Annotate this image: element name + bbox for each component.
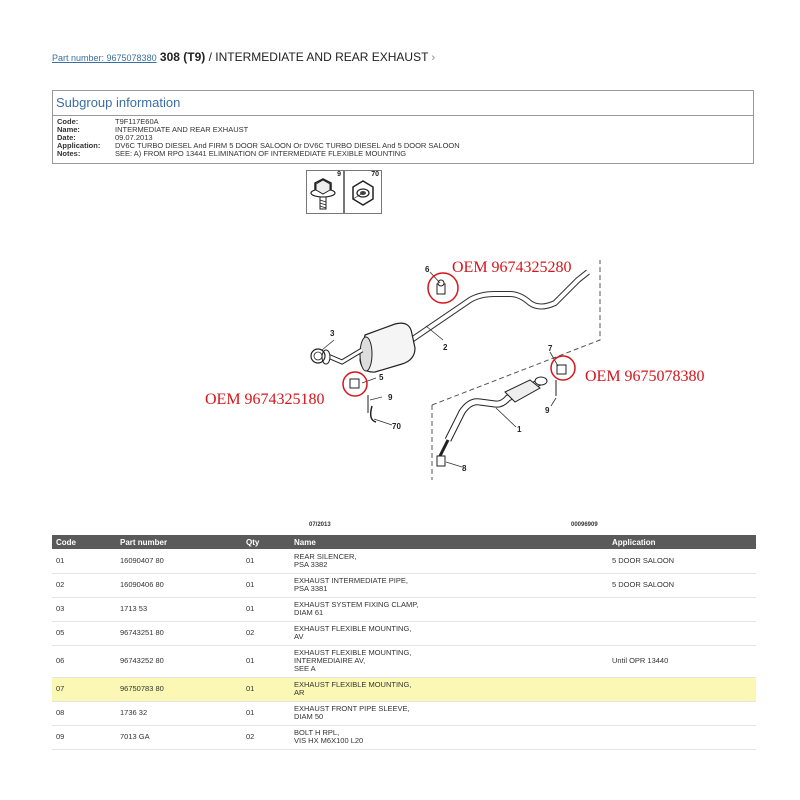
cell-qty: 01 [242, 573, 290, 597]
name-line: EXHAUST SYSTEM FIXING CLAMP, [294, 600, 419, 609]
callout-9: 9 [388, 393, 393, 402]
info-key: Date: [57, 133, 76, 142]
cell-qty: 02 [242, 621, 290, 645]
callout-5: 5 [379, 373, 384, 382]
name-line: SEE A [294, 664, 316, 673]
info-key: Notes: [57, 149, 81, 158]
cell-application: 5 DOOR SALOON [608, 549, 756, 573]
part-6-flexible-mounting[interactable] [437, 280, 445, 294]
cell-code: 03 [52, 597, 116, 621]
col-part-number[interactable]: Part number [116, 535, 242, 549]
part-1-rear-silencer[interactable] [440, 377, 547, 456]
cell-name [290, 597, 608, 621]
parts-table [52, 535, 756, 750]
cell-qty: 01 [242, 701, 290, 725]
cell-code: 06 [52, 645, 116, 677]
cell-application [608, 621, 756, 645]
col-qty[interactable]: Qty [242, 535, 290, 549]
diagram-date-label: 07/2013 [309, 522, 331, 528]
table-row[interactable] [52, 725, 756, 749]
info-value: DV6C TURBO DIESEL And FIRM 5 DOOR SALOON Or DV6C TURBO DIESEL And 5 DOOR SALOON [115, 141, 460, 150]
cell-code: 01 [52, 549, 116, 573]
name-line: REAR SILENCER, [294, 551, 357, 561]
cell-qty: 01 [242, 549, 290, 573]
chevron-right-icon: › [431, 52, 436, 64]
cell-name [290, 573, 608, 597]
callout-70: 70 [392, 422, 401, 431]
name-line: AV [294, 632, 304, 641]
part-5-flexible-mounting[interactable] [350, 379, 359, 388]
name-line: EXHAUST FLEXIBLE MOUNTING, [294, 624, 412, 633]
table-row[interactable] [52, 573, 756, 597]
cell-application: Until OPR 13440 [608, 645, 756, 677]
info-value: 09.07.2013 [115, 133, 153, 142]
callout-3: 3 [330, 329, 335, 338]
cell-qty: 02 [242, 725, 290, 749]
name-line: VIS HX M6X100 L20 [294, 736, 364, 745]
cell-qty: 01 [242, 597, 290, 621]
cell-qty: 01 [242, 677, 290, 701]
table-header-row [52, 535, 756, 549]
name-line: AR [294, 688, 305, 697]
cell-name [290, 701, 608, 725]
info-value: T9F117E60A [115, 117, 159, 126]
cell-code: 07 [52, 677, 116, 701]
name-line: PSA 3381 [294, 584, 328, 593]
cell-code: 09 [52, 725, 116, 749]
part-number-link[interactable]: Part number: 9675078380 [52, 53, 157, 63]
cell-part-number: 96750783 80 [116, 677, 242, 701]
name-line: EXHAUST FRONT PIPE SLEEVE, [294, 704, 410, 713]
cell-code: 08 [52, 701, 116, 725]
diagram-ref-label: 00096909 [571, 522, 598, 528]
name-line: PSA 3382 [294, 559, 328, 569]
info-key: Code: [57, 117, 79, 126]
cell-application [608, 677, 756, 701]
cell-part-number: 1713 53 [116, 597, 242, 621]
col-application[interactable]: Application [608, 535, 756, 549]
part-2-intermediate-pipe[interactable] [322, 272, 588, 372]
cell-part-number: 16090406 80 [116, 573, 242, 597]
table-row-highlighted[interactable] [52, 677, 756, 701]
cell-code: 05 [52, 621, 116, 645]
table-row[interactable] [52, 645, 756, 677]
callout-7: 7 [548, 344, 553, 353]
cell-part-number: 1736 32 [116, 701, 242, 725]
name-line: DIAM 61 [294, 608, 324, 617]
part-8-sleeve[interactable] [437, 456, 445, 466]
col-name[interactable]: Name [290, 535, 608, 549]
cell-part-number: 96743252 80 [116, 645, 242, 677]
oem-label-9674325180: OEM 9674325180 [205, 391, 325, 408]
name-line: INTERMEDIAIRE AV, [294, 656, 366, 665]
breadcrumb-model: 308 (T9) [159, 50, 206, 64]
cell-application [608, 597, 756, 621]
callout-6: 6 [425, 265, 430, 274]
cell-name [290, 549, 608, 573]
thumbnail-number: 70 [371, 171, 379, 178]
cell-application [608, 701, 756, 725]
table-row[interactable] [52, 701, 756, 725]
table-row[interactable] [52, 597, 756, 621]
callout-2: 2 [443, 343, 448, 352]
cell-name [290, 621, 608, 645]
cell-part-number: 16090407 80 [116, 549, 242, 573]
cell-part-number: 7013 GA [116, 725, 242, 749]
cell-name [290, 677, 608, 701]
cell-code: 02 [52, 573, 116, 597]
cell-name [290, 725, 608, 749]
info-value: SEE: A) FROM RPO 13441 ELIMINATION OF INTERMEDIATE FLEXIBLE MOUNTING [115, 149, 407, 158]
cell-application [608, 725, 756, 749]
table-row[interactable] [52, 549, 756, 573]
name-line: BOLT H RPL, [294, 728, 340, 737]
part-7-flexible-mounting[interactable] [557, 365, 566, 374]
info-key: Name: [57, 125, 80, 134]
cell-qty: 01 [242, 645, 290, 677]
oem-label-9674325280: OEM 9674325280 [452, 259, 572, 276]
callout-8: 8 [462, 464, 467, 473]
cell-name [290, 645, 608, 677]
table-row[interactable] [52, 621, 756, 645]
name-line: EXHAUST FLEXIBLE MOUNTING, [294, 648, 412, 657]
thumbnail-number: 9 [337, 171, 341, 178]
col-code[interactable]: Code [52, 535, 116, 549]
breadcrumb-title: / INTERMEDIATE AND REAR EXHAUST [205, 50, 429, 64]
cell-application: 5 DOOR SALOON [608, 573, 756, 597]
callout-9b: 9 [545, 406, 550, 415]
oem-label-9675078380: OEM 9675078380 [585, 368, 705, 385]
name-line: EXHAUST INTERMEDIATE PIPE, [294, 576, 408, 585]
name-line: EXHAUST FLEXIBLE MOUNTING, [294, 680, 412, 689]
info-value: INTERMEDIATE AND REAR EXHAUST [115, 125, 249, 134]
info-key: Application: [57, 141, 101, 150]
subgroup-heading: Subgroup information [56, 95, 181, 110]
name-line: DIAM 50 [294, 712, 324, 721]
cell-part-number: 96743251 80 [116, 621, 242, 645]
callout-1: 1 [517, 425, 522, 434]
